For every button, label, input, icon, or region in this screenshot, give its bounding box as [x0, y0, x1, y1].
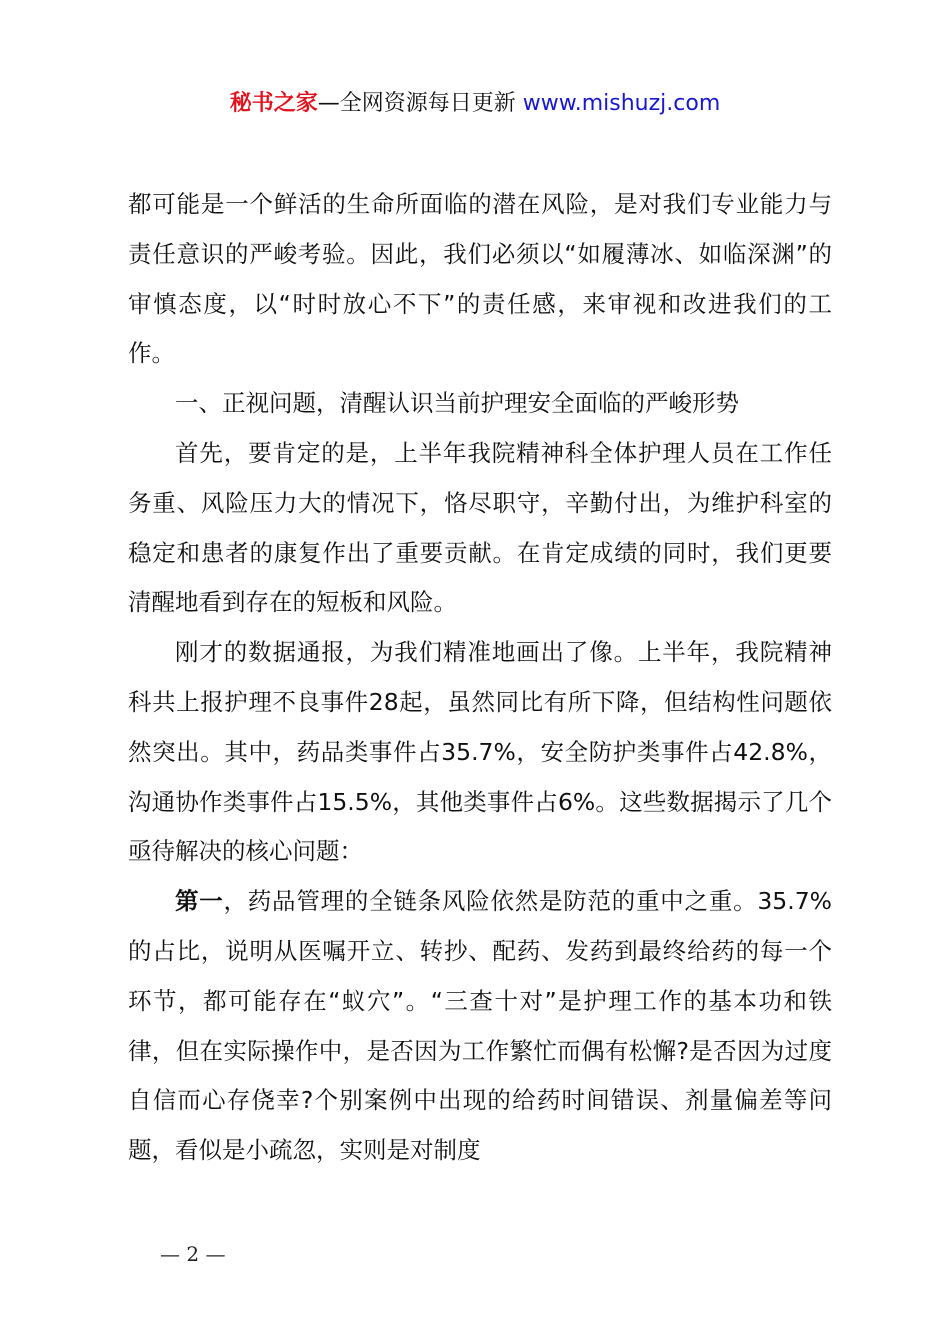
- page-number: — 2 —: [160, 1242, 226, 1266]
- paragraph: [128, 877, 832, 1176]
- site-url-link[interactable]: www.mishuzj.com: [522, 91, 721, 116]
- header-tagline: —全网资源每日更新: [317, 91, 523, 116]
- paragraph-text: ，药品管理的全链条风险依然是防范的重中之重。35.7%的占比，说明从医嘱开立、转抄、配药、发药到最终给药的每一个环节，都可能存在“蚁穴”。“三查十对”是护理工作的基本功和铁律，但在实际操作中，是否因为工作繁忙而偶有松懈?是否因为过度自信而心存侥幸?个别案例中出现的给药时间错误、剂量偏差等问题，看似是小疏忽，实则是对制度: [128, 887, 832, 1165]
- document-body: [128, 180, 832, 1176]
- paragraph-continuation: 都可能是一个鲜活的生命所面临的潜在风险，是对我们专业能力与责任意识的严峻考验。因此，我们必须以“如履薄冰、如临深渊”的审慎态度，以“时时放心不下”的责任感，来审视和改进我们的工作。: [128, 190, 832, 368]
- section-heading: 一、正视问题，清醒认识当前护理安全面临的严峻形势: [175, 389, 739, 418]
- paragraph-lead-word: 第一: [175, 887, 224, 916]
- site-header: [0, 88, 950, 120]
- paragraph: 首先，要肯定的是，上半年我院精神科全体护理人员在工作任务重、风险压力大的情况下，恪尽职守，辛勤付出，为维护科室的稳定和患者的康复作出了重要贡献。在肯定成绩的同时，我们更要清醒地看到存在的短板和风险。: [128, 438, 832, 617]
- paragraph: 刚才的数据通报，为我们精准地画出了像。上半年，我院精神科共上报护理不良事件28起，虽然同比有所下降，但结构性问题依然突出。其中，药品类事件占35.7%，安全防护类事件占42.8%，沟通协作类事件占15.5%，其他类事件占6%。这些数据揭示了几个亟待解决的核心问题：: [128, 638, 832, 866]
- brand-name: 秘书之家: [229, 91, 318, 116]
